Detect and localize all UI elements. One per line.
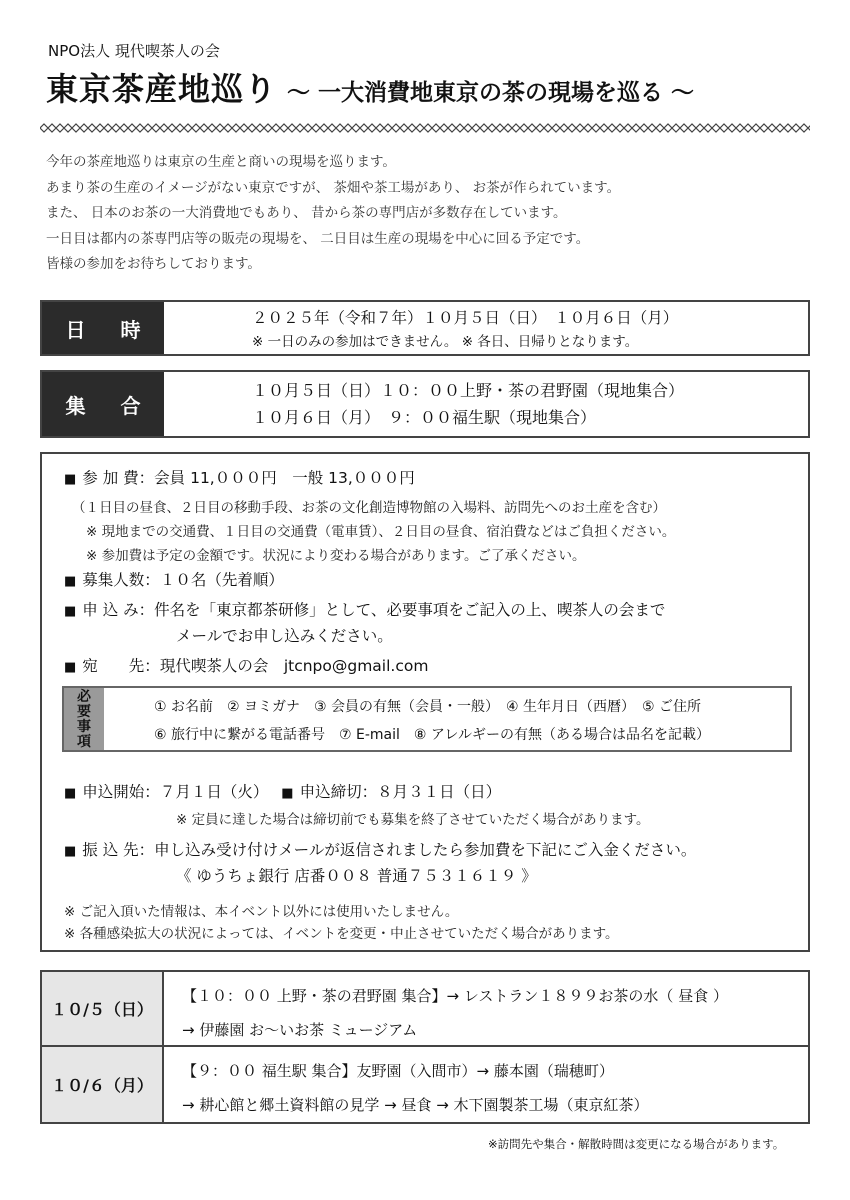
schedule-line: 【９：００ 福生駅 集合】友野園（入間市）→ 藤本園（瑞穂町） xyxy=(182,1062,614,1080)
covid-note: ※ 各種感染拡大の状況によっては、イベントを変更・中止させていただく場合があります。 xyxy=(64,926,619,942)
intro-line: 一日目は都内の茶専門店等の販売の現場を、 二日目は生産の現場を中心に回る予定です。 xyxy=(46,230,590,247)
square-bullet-icon: ■ xyxy=(64,844,77,859)
required-items-box xyxy=(62,686,792,752)
schedule-line: → 耕心館と郷土資料館の見学 → 昼食 → 木下園製茶工場（東京紅茶） xyxy=(182,1096,649,1114)
bank-account: 《 ゆうちょ銀行 店番００８ 普通７５３１６１９ 》 xyxy=(176,867,537,885)
period-row xyxy=(64,780,501,802)
required-label xyxy=(64,688,104,750)
intro-line: 皆様の参加をお待ちしております。 xyxy=(46,256,261,272)
bank-label: 振 込 先： xyxy=(82,841,155,859)
apply-value: 件名を「東京都茶研修」として、必要事項をご記入の上、喫茶人の会まで xyxy=(154,601,666,619)
meeting-label: 集 合 xyxy=(42,372,164,436)
schedule-line: → 伊藤園 お～いお茶 ミュージアム xyxy=(182,1021,418,1039)
required-label-char: 必 xyxy=(77,689,91,705)
required-label-char: 事 xyxy=(77,719,91,735)
required-items-line: ① お名前 ② ヨミガナ ③ 会員の有無（会員・一般） ④ 生年月日（西暦） ⑤ ご住所 xyxy=(154,699,702,715)
required-items-line: ⑥ 旅行中に繋がる電話番号 ⑦ E-mail ⑧ アレルギーの有無（ある場合は品名を記載） xyxy=(154,727,710,743)
start-value: ７月１日（火） xyxy=(159,783,269,801)
square-bullet-icon: ■ xyxy=(64,660,77,675)
to-label: 宛 先： xyxy=(82,657,160,675)
intro-line: あまり茶の生産のイメージがない東京ですが、 茶畑や茶工場があり、 お茶が作られています。 xyxy=(46,179,621,196)
to-row xyxy=(64,654,428,676)
fee-row xyxy=(64,466,415,488)
schedule-date: １０/６（月） xyxy=(42,1047,164,1122)
schedule-row xyxy=(42,1047,808,1122)
deadline-note: ※ 定員に達した場合は締切前でも募集を終了させていただく場合があります。 xyxy=(176,812,650,828)
schedule-line: 【１０：００ 上野・茶の君野園 集合】→ レストラン１８９９お茶の水（ 昼食 ） xyxy=(182,987,728,1005)
meeting-line-day2: １０月６日（月） ９：００福生駅（現地集合） xyxy=(252,408,597,427)
end-label: 申込締切： xyxy=(299,783,378,801)
intro-text xyxy=(46,150,816,278)
page-title: 東京茶産地巡り xyxy=(46,70,278,108)
schedule-body xyxy=(164,972,728,1045)
page-subtitle: ～ 一大消費地東京の茶の現場を巡る ～ xyxy=(287,79,695,106)
decorative-divider xyxy=(40,122,810,134)
capacity-value: １０名（先着順） xyxy=(159,571,284,589)
square-bullet-icon: ■ xyxy=(64,604,77,619)
fee-note: （１日目の昼食、２日目の移動手段、お茶の文化創造博物館の入場料、訪問先へのお土産を含む） xyxy=(72,500,666,516)
date-line: ２０２５年（令和７年）１０月５日（日） １０月６日（月） xyxy=(252,309,679,327)
required-label-char: 項 xyxy=(77,734,91,750)
fee-label: 参 加 費： xyxy=(82,469,155,487)
meeting-line-day1: １０月５日（日）１０：００上野・茶の君野園（現地集合） xyxy=(252,381,685,400)
end-value: ８月３１日（日） xyxy=(377,783,502,801)
bank-value: 申し込み受け付けメールが返信されましたら参加費を下記にご入金ください。 xyxy=(154,841,697,859)
capacity-row xyxy=(64,568,284,590)
apply-row xyxy=(64,598,665,620)
square-bullet-icon: ■ xyxy=(281,786,294,801)
schedule-date: １０/５（日） xyxy=(42,972,164,1045)
schedule-body xyxy=(164,1047,649,1122)
bank-row xyxy=(64,838,696,860)
square-bullet-icon: ■ xyxy=(64,786,77,801)
start-label: 申込開始： xyxy=(82,783,160,801)
fee-note: ※ 参加費は予定の金額です。状況により変わる場合があります。ご了承ください。 xyxy=(86,548,586,564)
meeting-box xyxy=(40,370,810,438)
to-value: 現代喫茶人の会 jtcnpo@gmail.com xyxy=(159,657,429,675)
footnote: ※訪問先や集合・解散時間は変更になる場合があります。 xyxy=(488,1137,785,1151)
title-row xyxy=(46,64,694,110)
fee-note: ※ 現地までの交通費、１日目の交通費（電車賃）、２日目の昼食、宿泊費などはご負担ください。 xyxy=(86,524,676,540)
details-box xyxy=(40,452,810,952)
apply-value-cont: メールでお申し込みください。 xyxy=(176,627,393,645)
schedule-table xyxy=(40,970,810,1124)
required-label-char: 要 xyxy=(77,704,91,720)
schedule-row xyxy=(42,972,808,1047)
divider-pattern xyxy=(40,124,810,132)
capacity-label: 募集人数： xyxy=(82,571,160,589)
fee-value: 会員 11,０００円 一般 13,０００円 xyxy=(154,469,415,487)
square-bullet-icon: ■ xyxy=(64,472,77,487)
organization-name: NPO法人 現代喫茶人の会 xyxy=(48,42,220,60)
apply-label: 申 込 み： xyxy=(82,601,155,619)
square-bullet-icon: ■ xyxy=(64,574,77,589)
date-box xyxy=(40,300,810,356)
date-body xyxy=(164,302,678,354)
privacy-note: ※ ご記入頂いた情報は、本イベント以外には使用いたしません。 xyxy=(64,904,459,920)
date-label: 日 時 xyxy=(42,302,164,354)
intro-line: 今年の茶産地巡りは東京の生産と商いの現場を巡ります。 xyxy=(46,154,396,170)
meeting-body xyxy=(164,372,684,436)
date-note: ※ 一日のみの参加はできません。 ※ 各日、日帰りとなります。 xyxy=(252,334,639,350)
intro-line: また、 日本のお茶の一大消費地でもあり、 昔から茶の専門店が多数存在しています。 xyxy=(46,205,567,221)
